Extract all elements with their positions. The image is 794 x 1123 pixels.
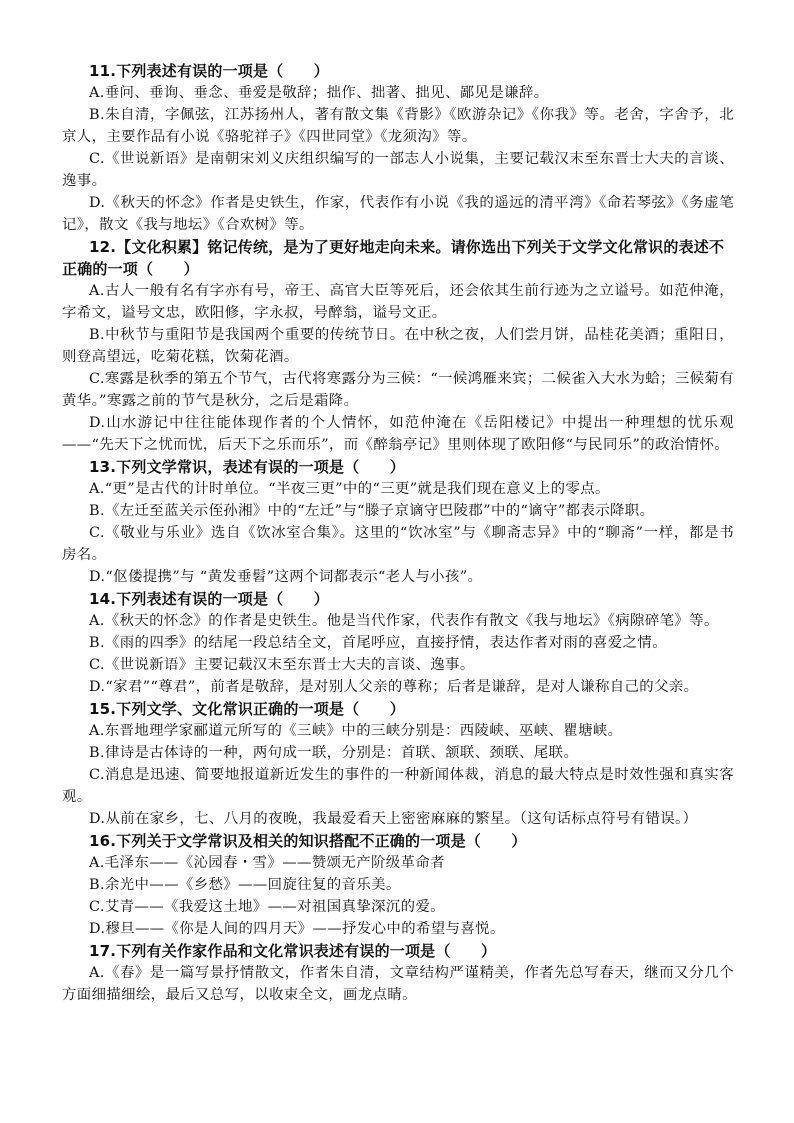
question-11 — [62, 60, 734, 236]
option-d: D.穆旦——《你是人间的四月天》——抒发心中的希望与喜悦。 — [89, 921, 505, 937]
question-14 — [62, 588, 734, 698]
option-c: C.寒露是秋季的第五个节气，古代将寒露分为三候：“一候鸿雁来宾；二候雀入大水为蛤；三候菊有黄华。”寒露之前的节气是秋分，之后是霜降。 — [62, 371, 734, 409]
question-title: 12.【文化积累】铭记传统，是为了更好地走向未来。请你选出下列关于文学文化常识的表述不正确的一项（ ） — [62, 238, 725, 278]
option-a: A.东晋地理学家郦道元所写的《三峡》中的三峡分别是：西陵峡、巫峡、瞿塘峡。 — [89, 723, 623, 739]
question-13 — [62, 456, 734, 588]
option-a: A.毛泽东——《沁园春・雪》——赞颂无产阶级革命者 — [89, 855, 445, 871]
question-title: 14.下列表述有误的一项是（ ） — [89, 590, 329, 608]
question-title: 16.下列关于文学常识及相关的知识搭配不正确的一项是（ ） — [89, 832, 527, 850]
option-d: D.山水游记中往往能体现作者的个人情怀，如范仲淹在《岳阳楼记》中提出一种理想的忧乐观——“先天下之忧而忧，后天下之乐而乐”，而《醉翁亭记》里则体现了欧阳修“与民同乐”的政治情怀。 — [62, 415, 734, 453]
option-a: A.《春》是一篇写景抒情散文，作者朱自清，文章结构严谨精美，作者先总写春天，继而又分几个方面细描细绘，最后又总写，以收束全文，画龙点睛。 — [62, 965, 734, 1003]
option-b: B.中秋节与重阳节是我国两个重要的传统节日。在中秋之夜，人们尝月饼，品桂花美酒；重阳日，则登高望远，吃菊花糕，饮菊花酒。 — [62, 327, 734, 365]
question-12 — [62, 236, 734, 456]
question-15 — [62, 698, 734, 830]
option-c: C.艾青——《我爱这土地》——对祖国真挚深沉的爱。 — [89, 899, 446, 915]
question-title: 11.下列表述有误的一项是（ ） — [89, 62, 329, 80]
option-b: B.《左迁至蓝关示侄孙湘》中的“左迁”与“滕子京谪守巴陵郡”中的“谪守”都表示降职。 — [89, 503, 655, 519]
option-a: A.古人一般有名有字亦有号，帝王、高官大臣等死后，还会依其生前行迹为之立谥号。如范仲淹，字希文，谥号文忠，欧阳修，字永叔，号醉翁，谥号文正。 — [62, 283, 734, 321]
option-d: D.“家君”“尊君”，前者是敬辞，是对别人父亲的尊称；后者是谦辞，是对人谦称自己的父亲。 — [89, 679, 699, 695]
option-d: D.“伛偻提携”与 “黄发垂髫”这两个词都表示“老人与小孩”。 — [89, 569, 483, 585]
option-b: B.余光中——《乡愁》——回旋往复的音乐美。 — [89, 877, 401, 893]
question-title: 13.下列文学常识，表述有误的一项是（ ） — [89, 458, 405, 476]
option-c: C.《世说新语》主要记载汉末至东晋士大夫的言谈、逸事。 — [89, 657, 475, 673]
option-c: C.《世说新语》是南朝宋刘义庆组织编写的一部志人小说集，主要记载汉末至东晋士大夫的言谈、逸事。 — [62, 151, 734, 189]
option-b: B.朱自清，字佩弦，江苏扬州人，著有散文集《背影》《欧游杂记》《你我》等。老舍，字舍予，北京人，主要作品有小说《骆驼祥子》《四世同堂》《龙须沟》等。 — [62, 107, 734, 145]
option-a: A.“更”是古代的计时单位。“半夜三更”中的“三更”就是我们现在意义上的零点。 — [89, 481, 610, 497]
option-a: A.垂问、垂询、垂念、垂爱是敬辞；拙作、拙著、拙见、鄙见是谦辞。 — [89, 85, 549, 101]
option-d: D.《秋天的怀念》作者是史铁生，作家，代表作有小说《我的遥远的清平湾》《命若琴弦》《务虚笔记》，散文《我与地坛》《合欢树》等。 — [62, 195, 734, 233]
option-b: B.《雨的四季》的结尾一段总结全文，首尾呼应，直接抒情，表达作者对雨的喜爱之情。 — [89, 635, 667, 651]
question-17 — [62, 940, 734, 1006]
question-title: 17.下列有关作家作品和文化常识表述有误的一项是（ ） — [89, 942, 497, 960]
option-b: B.律诗是古体诗的一种，两句成一联，分别是：首联、颔联、颈联、尾联。 — [89, 745, 579, 761]
option-c: C.《敬业与乐业》选自《饮冰室合集》。这里的“饮冰室”与《聊斋志异》中的“聊斋”一样，都是书房名。 — [62, 525, 734, 563]
question-16 — [62, 830, 734, 940]
document-page — [62, 60, 734, 1006]
option-c: C.消息是迅速、简要地报道新近发生的事件的一种新闻体裁，消息的最大特点是时效性强和真实客观。 — [62, 767, 734, 805]
option-d: D.从前在家乡，七、八月的夜晚，我最爱看天上密密麻麻的繁星。（这句话标点符号有错误。） — [89, 811, 698, 827]
question-title: 15.下列文学、文化常识正确的一项是（ ） — [89, 700, 405, 718]
option-a: A.《秋天的怀念》的作者是史铁生。他是当代作家，代表作有散文《我与地坛》《病隙碎笔》等。 — [89, 613, 719, 629]
